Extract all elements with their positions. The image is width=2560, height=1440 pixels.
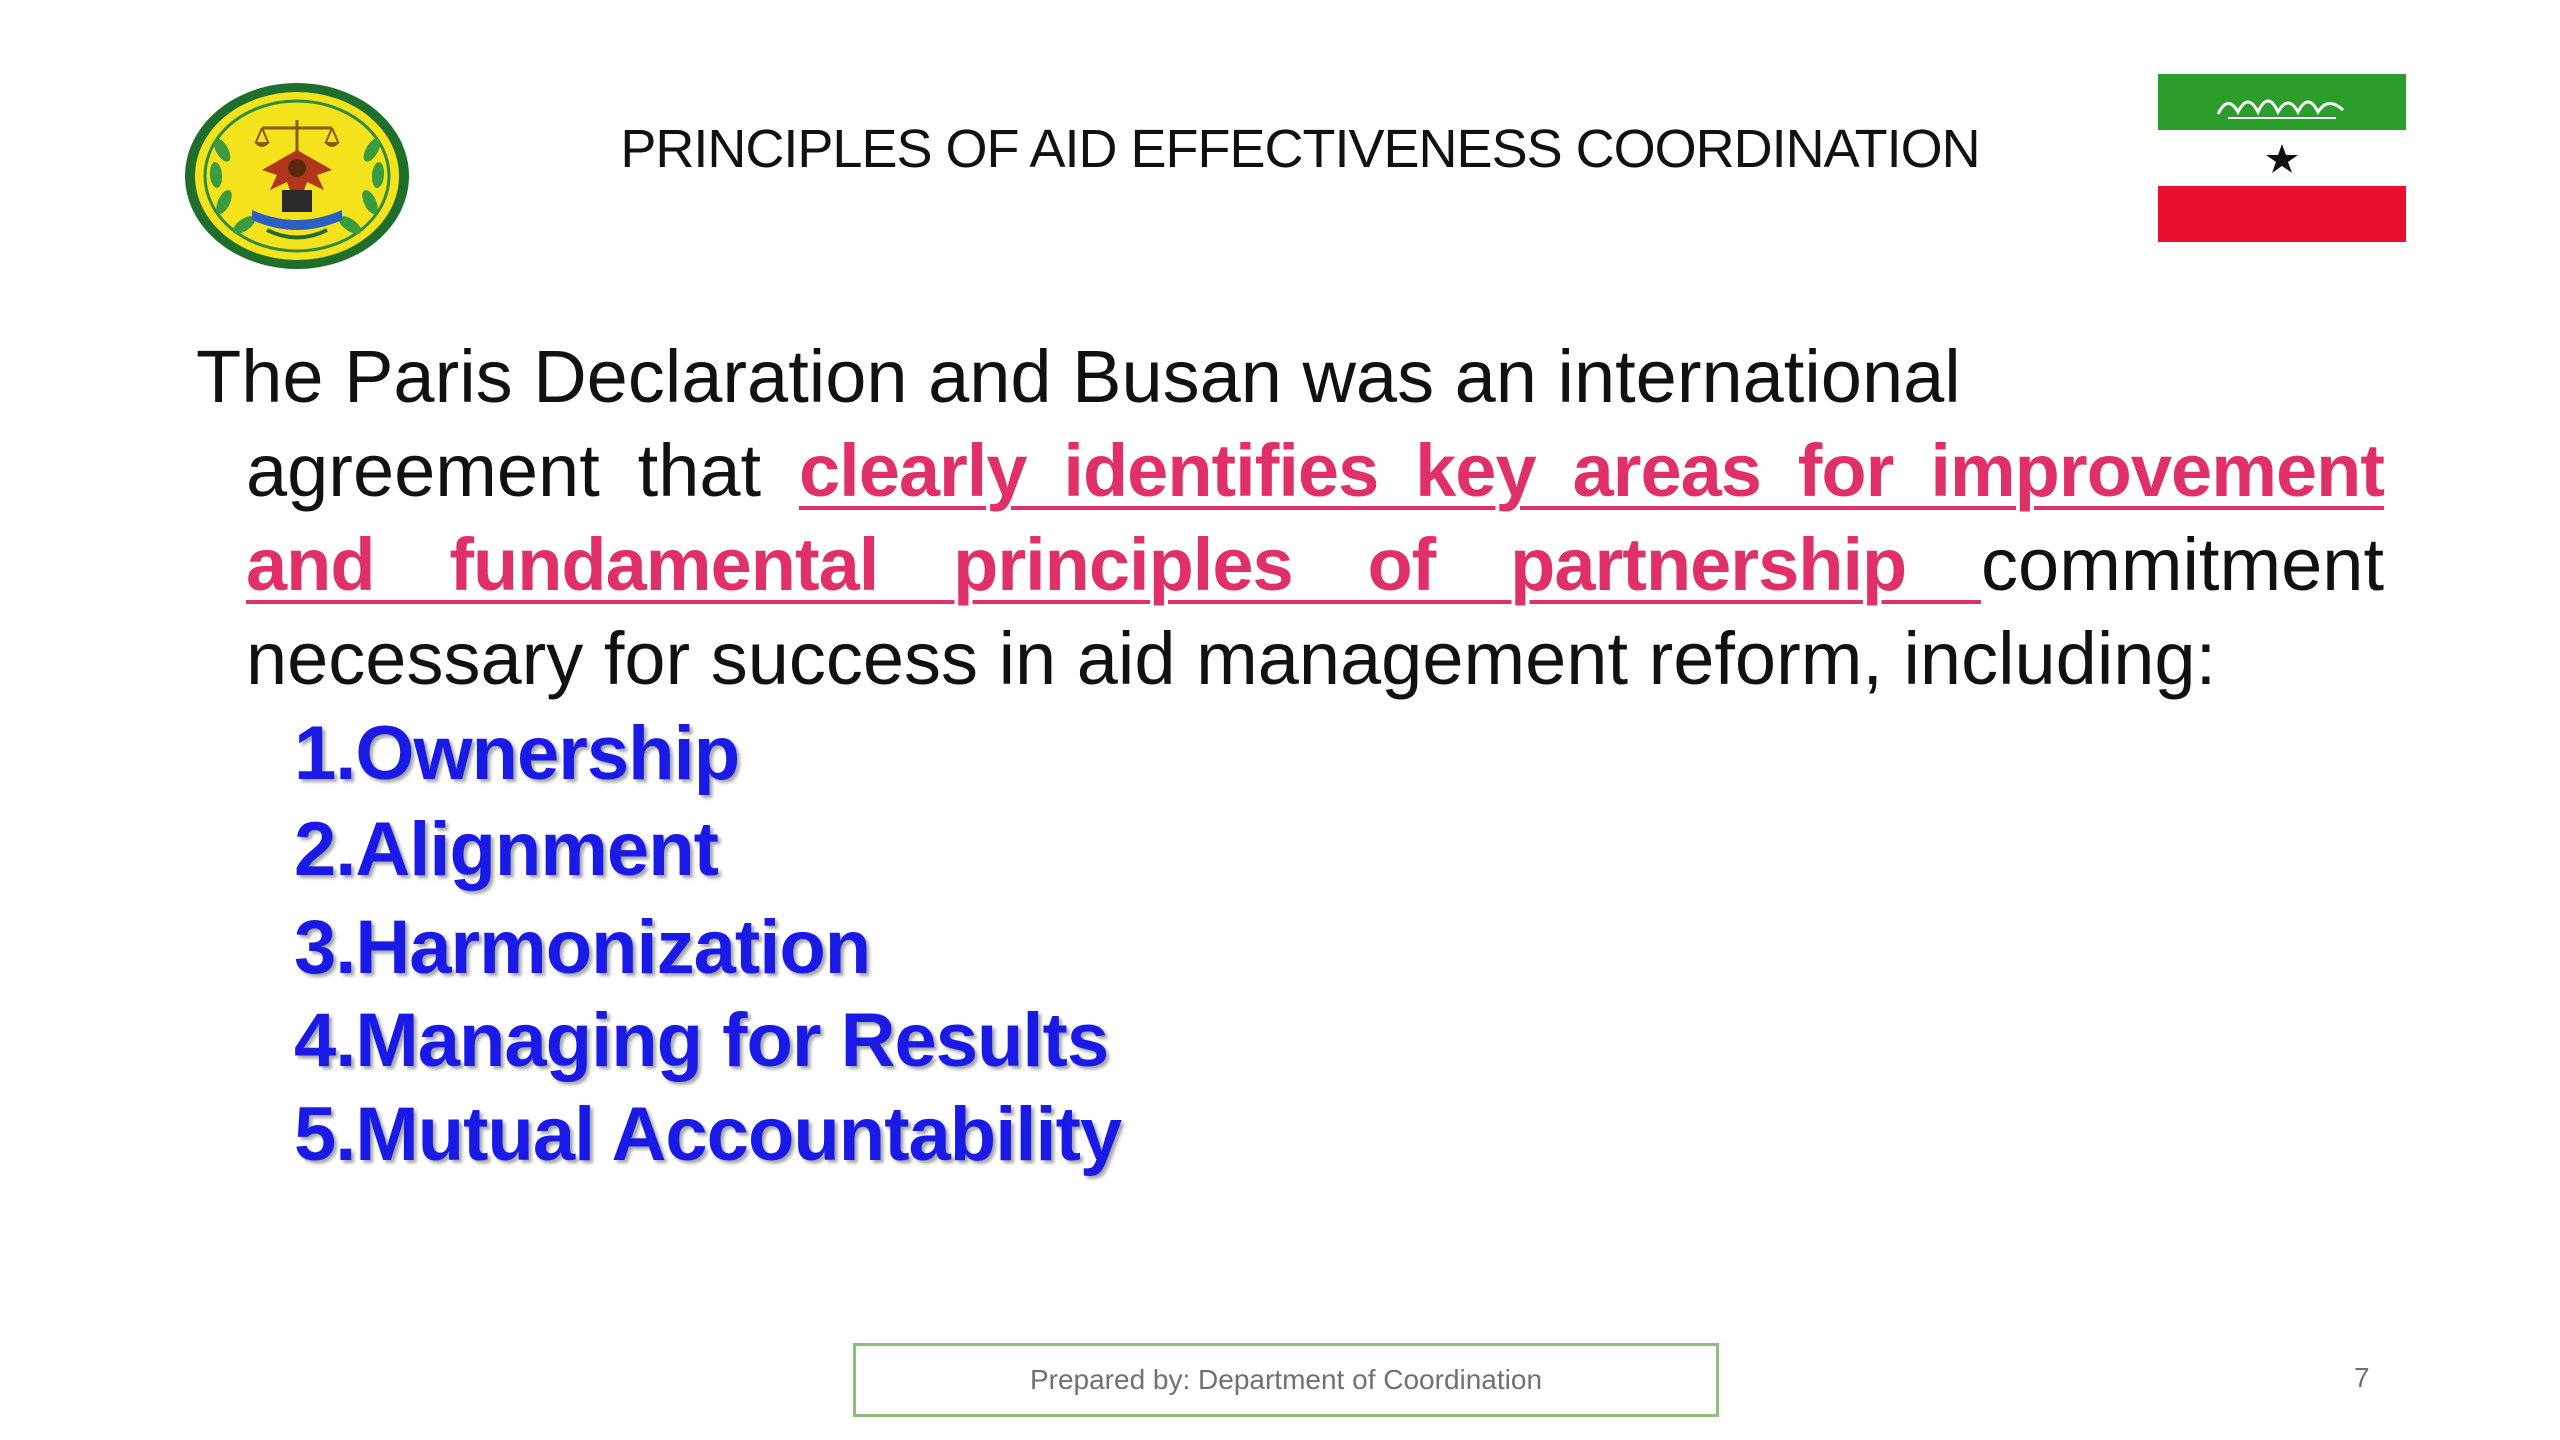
principle-item: 2.Alignment [294, 807, 718, 892]
principle-item: 4.Managing for Results [294, 998, 1109, 1083]
principle-item: 1.Ownership [294, 711, 740, 796]
government-emblem-icon [182, 80, 412, 272]
somaliland-flag-icon [2158, 74, 2406, 242]
principle-item: 5.Mutual Accountability [294, 1092, 1122, 1177]
page-title: PRINCIPLES OF AID EFFECTIVENESS COORDINATION [620, 119, 1980, 179]
intro-line-1: The Paris Declaration and Busan was an international [196, 335, 1961, 418]
intro-line-2-start: agreement that [246, 429, 799, 512]
intro-continuation [196, 424, 2384, 706]
intro-paragraph [196, 330, 2384, 706]
page-number: 7 [2354, 1362, 2370, 1393]
footer-text: Prepared by: Department of Coordination [1029, 1364, 1543, 1395]
highlighted-phrase: clearly identifies key areas for improvement and fundamental principles of partnership [246, 429, 2384, 606]
intro-after-highlight: commitment necessary for success in aid management reform, including: [246, 523, 2384, 700]
principles-list [294, 710, 1121, 1185]
footer-label [853, 1343, 1719, 1417]
principle-item: 3.Harmonization [294, 905, 871, 990]
